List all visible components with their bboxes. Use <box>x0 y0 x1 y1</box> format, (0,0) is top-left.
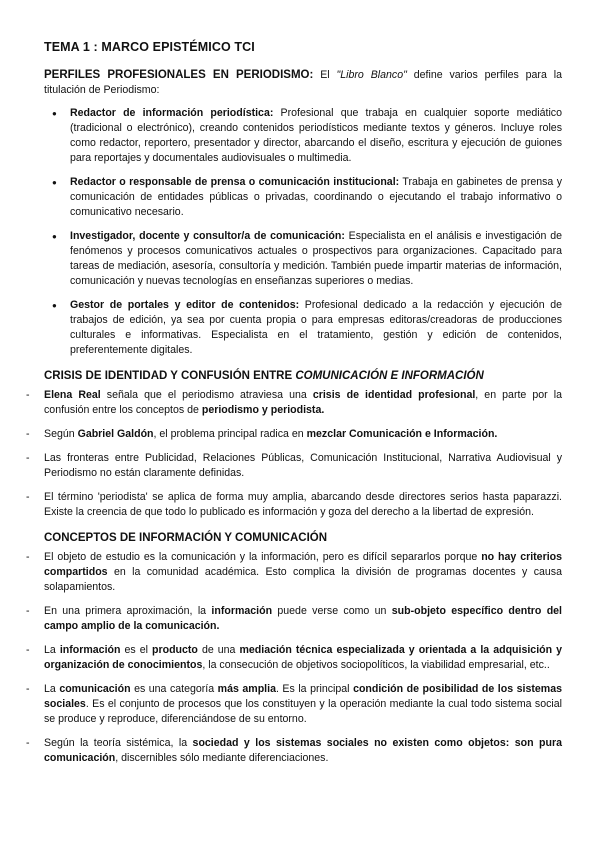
page-title: TEMA 1 : MARCO EPISTÉMICO TCI <box>44 40 255 54</box>
list-item: - Elena Real señala que el periodismo atraviesa una crisis de identidad profesional, en parte por la confusión entre los conceptos de periodismo y periodista. <box>44 388 562 418</box>
list-item: - El término 'periodista' se aplica de forma muy amplia, abarcando desde directores serios hasta paparazzi. Existe la creencia de que todo lo publicado es información y goza del derecho a la libertad de expresión. <box>44 490 562 520</box>
intro-text-end: define varios perfiles para la titulación de Periodismo: <box>44 69 562 96</box>
list-item: ● Redactor de información periodística: Profesional que trabaja en cualquier soporte mediático (tradicional o electrónico), creando contenidos periodísticos mediante textos y géneros. Incluye roles como redactor, reportero, presentador y director, abarcando el diseño, escritura y ejecución de guiones para reportajes y documentales audiovisuales o multimedia. <box>70 106 562 166</box>
list-item: ● Investigador, docente y consultor/a de comunicación: Especialista en el análisis e investigación de fenómenos y procesos comunicativos actuales o prospectivos para organizaciones. Capacitado para tareas de mediación, asesoría, consultoría y medición. También puede impartir materias de información, comunicación y nuevas tecnologías en enseñanzas superiores o medias. <box>70 229 562 289</box>
list-item: - La comunicación es una categoría más amplia. Es la principal condición de posibilidad de los sistemas sociales. Es el conjunto de procesos que los constituyen y la operación mediante la cual todo sistema social se produce y reproduce, diferenciándose de su entorno. <box>44 682 562 727</box>
perfiles-list <box>70 106 562 358</box>
list-item: ● Redactor o responsable de prensa o comunicación institucional: Trabaja en gabinetes de prensa y comunicación de entidades públicas o privadas, coordinando o ejecutando el trabajo informativo o comunicativo necesario. <box>70 175 562 220</box>
list-item: - La información es el producto de una mediación técnica especializada y orientada a la adquisición y organización de conocimientos, la consecución de objetivos sociopolíticos, la viabilidad empresarial, etc.. <box>44 643 562 673</box>
perfiles-heading: PERFILES PROFESIONALES EN PERIODISMO: <box>44 69 314 81</box>
list-item: - Según la teoría sistémica, la sociedad y los sistemas sociales no existen como objetos: son pura comunicación, discernibles sólo mediante diferenciaciones. <box>44 736 562 766</box>
list-item: - El objeto de estudio es la comunicación y la información, pero es difícil separarlos porque no hay criterios compartidos en la comunidad académica. Esto complica la división de programas docentes y causa solapamientos. <box>44 550 562 595</box>
crisis-list <box>44 388 562 520</box>
list-item: ● Gestor de portales y editor de contenidos: Profesional dedicado a la redacción y ejecución de trabajos de edición, ya sea por cuenta propia o para empresas editoras/creadoras de producciones culturales e informativas. Especialista en el tratamiento, gestión y edición de contenidos, preferentemente digitales. <box>70 298 562 358</box>
crisis-heading: CRISIS DE IDENTIDAD Y CONFUSIÓN ENTRE COMUNICACIÓN E INFORMACIÓN <box>44 370 484 382</box>
conceptos-heading: CONCEPTOS DE INFORMACIÓN Y COMUNICACIÓN <box>44 532 328 544</box>
libro-blanco-title: "Libro Blanco" <box>336 69 407 81</box>
perfiles-intro <box>44 68 562 98</box>
list-item: - Según Gabriel Galdón, el problema principal radica en mezclar Comunicación e Información. <box>44 427 562 442</box>
intro-text: El <box>313 69 337 81</box>
list-item: - En una primera aproximación, la información puede verse como un sub-objeto específico dentro del campo amplio de la comunicación. <box>44 604 562 634</box>
conceptos-list <box>44 550 562 766</box>
list-item: - Las fronteras entre Publicidad, Relaciones Públicas, Comunicación Institucional, Narrativa Audiovisual y Periodismo no están claramente definidas. <box>44 451 562 481</box>
